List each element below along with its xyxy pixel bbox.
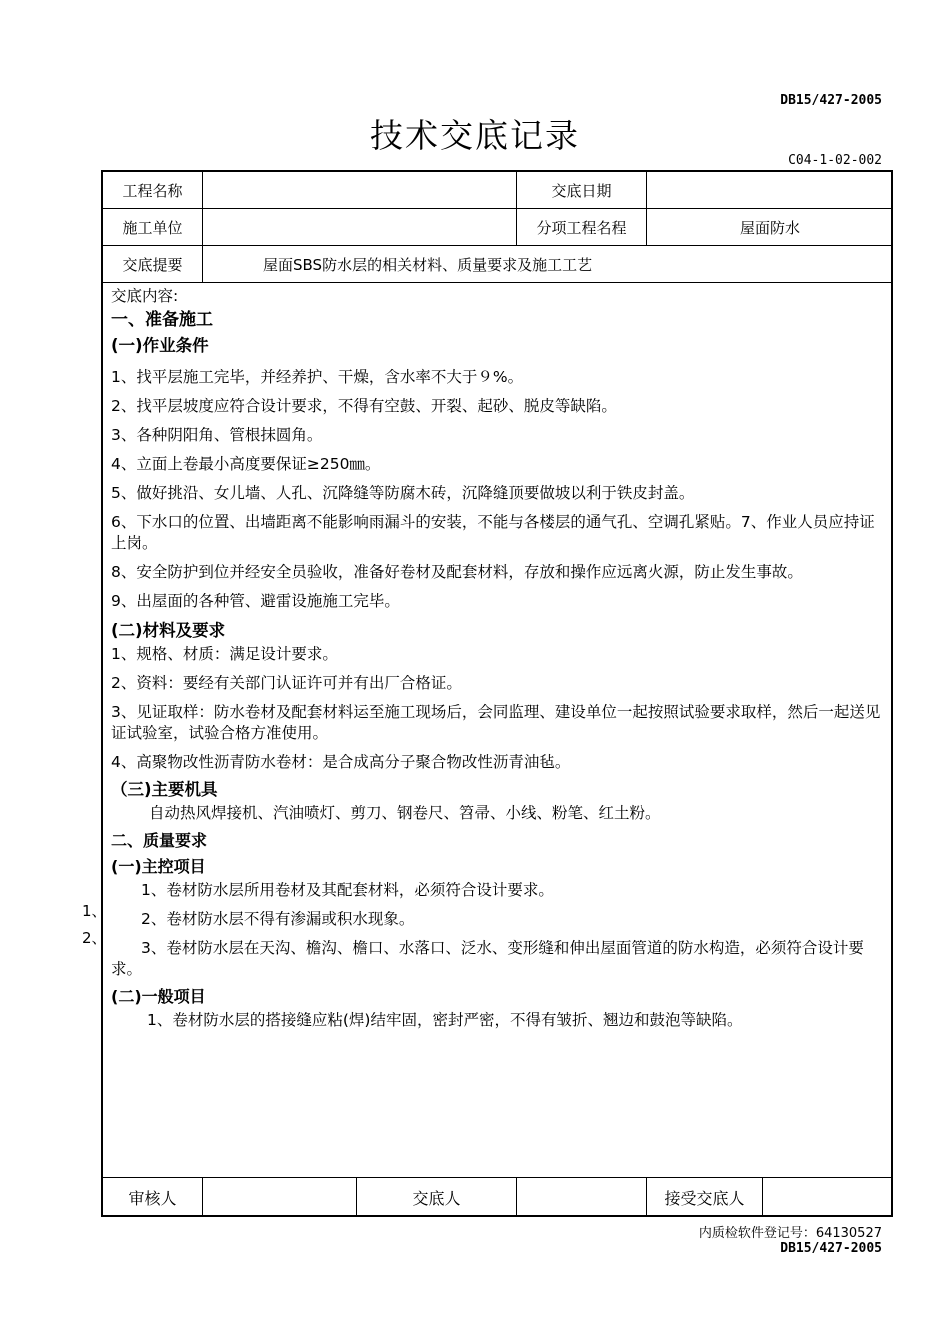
list-item: 3、各种阴阳角、管根抹圆角。 [111,426,323,444]
record-table [101,170,893,1217]
list-item: 1、找平层施工完毕，并经养护、干燥，含水率不大于９%。 [111,368,524,386]
subsection-heading: (二)材料及要求 [111,621,226,640]
list-item: 8、安全防护到位并经安全员验收，准备好卷材及配套材料，存放和操作应远离火源，防止发生事故。 [111,563,803,581]
sub-project-field[interactable]: 屋面防水 [739,218,800,237]
content-intro: 交底内容: [111,287,179,305]
receiver-field[interactable] [763,1178,893,1216]
list-item: 2、卷材防水层不得有渗漏或积水现象。 [141,910,415,928]
reviewer-field[interactable] [203,1178,356,1216]
standard-code-bottom: DB15/427-2005 [780,1241,882,1256]
equipment-list: 自动热风焊接机、汽油喷灯、剪刀、钢卷尺、笤帚、小线、粉笔、红土粉。 [149,804,661,822]
margin-mark: 2、 [82,929,107,947]
handover-date-label: 交底日期 [551,181,612,200]
margin-mark: 1、 [82,902,107,920]
handover-date-field[interactable] [647,172,893,208]
row-divider [103,282,891,283]
handover-content [111,286,885,1031]
form-code: C04-1-02-002 [788,153,882,168]
subsection-heading: (二)一般项目 [111,987,206,1006]
summary-field[interactable]: 屋面SBS防水层的相关材料、质量要求及施工工艺 [263,255,593,274]
sub-project-label: 分项工程名程 [536,218,627,237]
list-item: 2、资料：要经有关部门认证许可并有出厂合格证。 [111,674,462,692]
list-item: 1、规格、材质：满足设计要求。 [111,645,338,663]
construction-unit-label: 施工单位 [122,218,183,237]
list-item: 4、高聚物改性沥青防水卷材：是合成高分子聚合物改性沥青油毡。 [111,753,571,771]
standard-code-top: DB15/427-2005 [780,93,882,108]
subsection-heading: (一)作业条件 [111,336,209,355]
project-name-field[interactable] [203,172,516,208]
subsection-heading: (一)主控项目 [111,857,206,876]
receiver-label: 接受交底人 [664,1188,745,1208]
list-item: 1、卷材防水层的搭接缝应粘(焊)结牢固，密封严密，不得有皱折、翘边和鼓泡等缺陷。 [147,1011,743,1029]
presenter-label: 交底人 [412,1188,461,1208]
list-item: 1、卷材防水层所用卷材及其配套材料，必须符合设计要求。 [141,881,554,899]
list-item: 3、见证取样：防水卷材及配套材料运至施工现场后，会同监理、建设单位一起按照试验要求取样，然后一起送见证试验室，试验合格方准使用。 [111,703,881,742]
section-heading: 一、准备施工 [111,310,213,330]
list-item: 5、做好挑沿、女儿墙、人孔、沉降缝等防腐木砖，沉降缝顶要做坡以利于铁皮封盖。 [111,484,695,502]
list-item: 6、下水口的位置、出墙距离不能影响雨漏斗的安装，不能与各楼层的通气孔、空调孔紧贴。7、作业人员应持证上岗。 [111,513,875,552]
subsection-heading: （三)主要机具 [111,780,218,799]
presenter-field[interactable] [517,1178,646,1216]
list-item: 4、立面上卷最小高度要保证≥250㎜。 [111,455,381,473]
project-name-label: 工程名称 [122,181,183,200]
list-item: 9、出屋面的各种管、避雷设施施工完毕。 [111,592,400,610]
reviewer-label: 审核人 [128,1188,177,1208]
list-item: 3、卷材防水层在天沟、檐沟、檐口、水落口、泛水、变形缝和伸出屋面管道的防水构造，必须符合设计要求。 [111,939,864,978]
construction-unit-field[interactable] [203,209,516,245]
list-item: 2、找平层坡度应符合设计要求，不得有空鼓、开裂、起砂、脱皮等缺陷。 [111,397,617,415]
page-title: 技术交底记录 [370,116,580,155]
section-heading: 二、质量要求 [111,831,208,850]
software-registration-note: 内质检软件登记号：64130527 [698,1226,882,1241]
summary-label: 交底提要 [122,255,183,274]
